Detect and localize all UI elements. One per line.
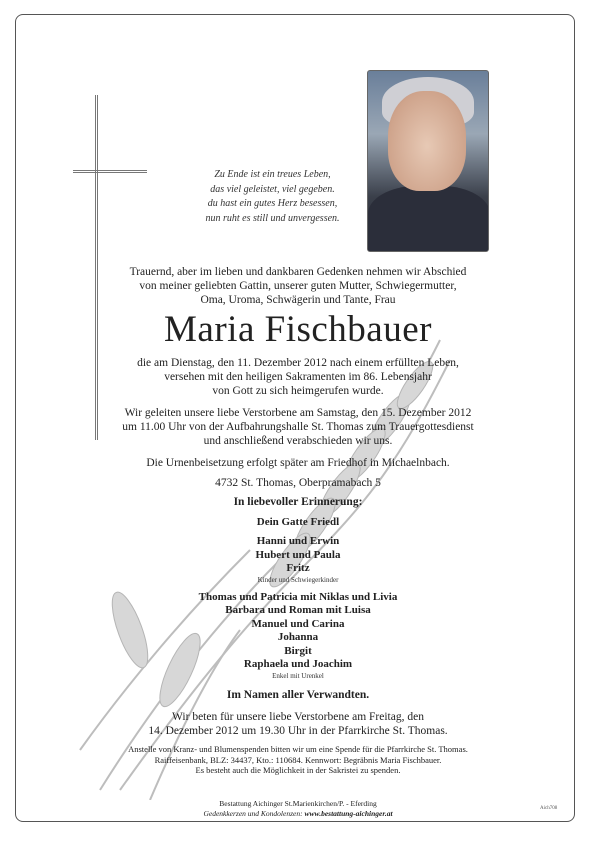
notice-body [80, 265, 516, 776]
memorial-verse [185, 168, 360, 226]
verse-line: Zu Ende ist ein treues Leben, [214, 169, 331, 180]
list-item: Fritz [286, 562, 310, 574]
children-caption: Kinder und Schwiegerkinder [257, 575, 339, 584]
verse-line: nun ruht es still und unvergessen. [205, 212, 340, 224]
footer-condolences: Gedenkkerzen und Kondolenzen: www.bestattung-aichinger.at [203, 808, 393, 818]
verse-line: du hast ein gutes Herz besessen, [207, 198, 338, 209]
prayer-info: Wir beten für unsere liebe Verstorbene am Freitag, den 14. Dezember 2012 um 19.30 Uhr in der Pfarrkirche St. Thomas. [148, 711, 448, 737]
husband: Dein Gatte Friedl [256, 515, 340, 528]
deceased-name: Maria Fischbauer [164, 309, 432, 350]
intro-text: Trauernd, aber im lieben und dankbaren Gedenken nehmen wir Abschied von meiner geliebten Gattin, unserer guten Mutter, Schwiegermutter, Oma, Uroma, Schwägerin und Tante, Frau [129, 266, 467, 306]
funeral-info: Wir geleiten unsere liebe Verstorbene am Samstag, den 15. Dezember 2012 um 11.00 Uhr von der Aufbahrungshalle St. Thomas zum Trauergottesdienst und anschließend verabschieden wir uns. [122, 407, 474, 447]
list-item: Hubert und Paula [255, 548, 341, 561]
document-code: Aich708 [540, 806, 558, 811]
verse-line: das viel geleistet, viel gegeben. [210, 183, 335, 195]
list-item: Thomas und Patricia mit Niklas und Livia [198, 590, 398, 603]
donation-info: Anstelle von Kranz- und Blumenspenden bitten wir um eine Spende für die Pfarrkirche St. Thomas. Raiffeisenbank, BLZ: 34437, Kto.: 110684. Kennwort: Begräbnis Maria Fischbauer. Es besteht auch die Möglichkeit in der Sakristei zu spenden. [128, 744, 468, 775]
list-item: Raphaela und Joachim [243, 658, 353, 670]
list-item: Manuel und Carina [251, 617, 345, 630]
urn-info: Die Urnenbeisetzung erfolgt später am Friedhof in Michaelnbach. [146, 457, 450, 469]
memory-heading: In liebevoller Erinnerung: [233, 496, 363, 508]
address: 4732 St. Thomas, Oberpramabach 5 [215, 477, 381, 489]
footer-company: Bestattung Aichinger St.Marienkirchen/P. - Eferding [219, 799, 377, 808]
children-list [80, 535, 516, 585]
death-notice: die am Dienstag, den 11. Dezember 2012 nach einem erfüllten Leben, versehen mit den heiligen Sakramenten im 86. Lebensjahr von Gott zu sich heimgerufen wurde. [137, 357, 459, 397]
footer [80, 799, 516, 818]
website-link[interactable]: www.bestattung-aichinger.at [304, 808, 393, 818]
list-item: Birgit [284, 644, 312, 657]
list-item: Johanna [277, 631, 319, 643]
list-item: Hanni und Erwin [256, 535, 340, 547]
list-item: Barbara und Roman mit Luisa [225, 604, 371, 616]
relatives-line: Im Namen aller Verwandten. [226, 688, 370, 701]
portrait-photo [367, 70, 489, 252]
grandchildren-list [80, 591, 516, 681]
grandchildren-caption: Enkel mit Urenkel [272, 671, 324, 680]
cross-bar [73, 170, 147, 173]
